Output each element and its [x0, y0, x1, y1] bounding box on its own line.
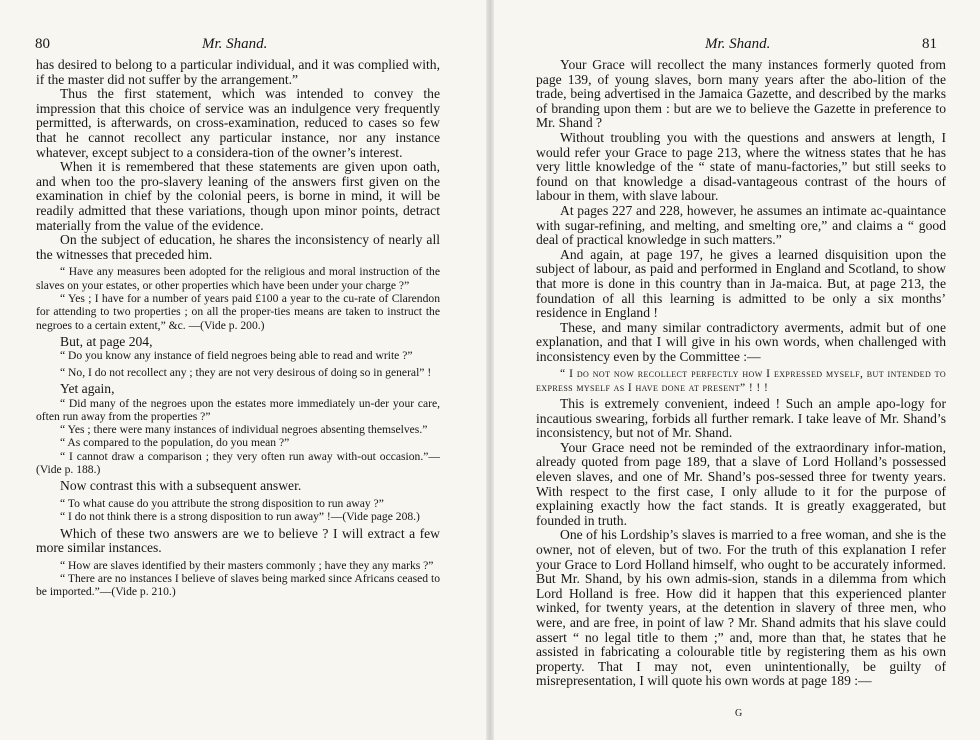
- page-number: 80: [35, 36, 50, 52]
- paragraph: Now contrast this with a subsequent answer.: [60, 478, 302, 494]
- paragraph: Your Grace need not be reminded of the extraordinary infor-mation, already quoted from page 189, that a slave of Lord Holland’s possessed eleven slaves, and one of Mr. Shand’s pos-sessed three for twenty years. With respect to the first case, I only allude to it for the purpose of explaining exactly how the fact stands. It is greatly exaggerated, but founded in truth.: [536, 439, 946, 528]
- text-column: [536, 58, 946, 689]
- quote-paragraph: “ Yes ; there were many instances of individual negroes absenting themselves.”: [60, 423, 428, 437]
- running-head: Mr. Shand.: [705, 36, 771, 52]
- paragraph: On the subject of education, he shares the inconsistency of nearly all the witnesses that preceded him.: [36, 232, 440, 262]
- quote-paragraph: “ Did many of the negroes upon the estates more immediately un-der your care, often run away from the properties ?”: [36, 396, 440, 423]
- text-column: [36, 58, 440, 599]
- quote-paragraph: “ I do not now recollect perfectly how I expressed myself, but intended to express myself as I have done at present” ! ! !: [536, 367, 946, 394]
- quote-paragraph: “ Have any measures been adopted for the religious and moral instruction of the slaves on your estates, or other properties which have been under your charge ?”: [36, 265, 440, 292]
- right-page: [490, 0, 980, 740]
- paragraph: has desired to belong to a particular individual, and it was complied with, if the master did not suffer by the arrangement.”: [36, 57, 440, 87]
- quote-paragraph: “ As compared to the population, do you mean ?”: [60, 436, 290, 450]
- quote-paragraph: “ How are slaves identified by their masters commonly ; have they any marks ?”: [60, 558, 434, 572]
- running-head: Mr. Shand.: [202, 36, 268, 52]
- quote-paragraph: “ Yes ; I have for a number of years paid £100 a year to the cu-rate of Clarendon for attending to two properties ; on all the proper-ties means are taken to instruct the negroes to a certain extent,” &c. —(Vide p. 200.): [36, 291, 440, 332]
- paragraph: Which of these two answers are we to believe ? I will extract a few more similar instances.: [36, 525, 440, 556]
- quote-paragraph: “ I do not think there is a strong disposition to run away” !—(Vide page 208.): [60, 510, 420, 524]
- paragraph: At pages 227 and 228, however, he assumes an intimate ac-quaintance with sugar-refining, and melting, and smelting ore,” and claims a “ good deal of practical knowledge in such matters.”: [536, 202, 946, 248]
- signature-mark: G: [735, 708, 743, 719]
- paragraph: One of his Lordship’s slaves is married to a free woman, and she is the owner, not of eleven, but of two. For the truth of this explanation I refer your Grace to Lord Holland himself, who ought to be accurately informed. But Mr. Shand, by his own admis-sion, stands in a dilemma from which Lord Holland is free. How did it happen that this experienced planter winked, for twenty years, at the detention in slavery of three men, who were, and are free, in point of law ? Mr. Shand admits that his slave could assert “ no legal title to them ;” and, more than that, he states that he assisted in fabricating a colourable title by registering them as his own property. That I may not, even unintentionally, be guilty of misrepresentation, I will quote his own words at page 189 :—: [536, 527, 946, 689]
- paragraph: This is extremely convenient, indeed ! Such an ample apo-logy for incautious swearing, forbids all further remark. I take leave of Mr. Shand’s inconsistency, but not of Mr. Shand.: [536, 396, 946, 441]
- quote-paragraph: “ Do you know any instance of field negroes being able to read and write ?”: [60, 349, 413, 363]
- quote-paragraph: “ To what cause do you attribute the strong disposition to run away ?”: [60, 496, 384, 510]
- paragraph: Without troubling you with the questions and answers at length, I would refer your Grace to page 213, where the witness states that he has very little knowledge of the “ state of manu-factories,” but still seeks to found on that knowledge a disad-vantageous contrast of the hours of labour in them, with slave labour.: [536, 129, 946, 204]
- quote-paragraph: “ There are no instances I believe of slaves being marked since Africans ceased to be imported.”—(Vide p. 210.): [36, 572, 440, 599]
- quote-paragraph: “ No, I do not recollect any ; they are not very desirous of doing so in general” !: [60, 365, 432, 379]
- paragraph: When it is remembered that these statements are given upon oath, and when too the pro-slavery leaning of the answers first given on the examination in chief by the colonial peers, is borne in mind, it will be readily admitted that these variations, though upon minor points, detract materially from the value of the evidence.: [36, 159, 440, 233]
- paragraph: These, and many similar contradictory averments, admit but of one explanation, and that I will give in his own words, when challenged with inconsistency even by the Committee :—: [536, 319, 946, 364]
- paragraph: Yet again,: [60, 380, 115, 396]
- paragraph: And again, at page 197, he gives a learned disquisition upon the subject of labour, as paid and performed in England and Scotland, to show that more is done in this country than in Ja-maica. But, at page 213, the foundation of all this learning is admitted to be only a six months’ residence in England !: [536, 246, 946, 321]
- paragraph: But, at page 204,: [60, 333, 153, 349]
- quote-paragraph: “ I cannot draw a comparison ; they very often run away with-out occasion.”—(Vide p. 188.): [36, 449, 440, 477]
- paragraph: Your Grace will recollect the many instances formerly quoted from page 139, of young slaves, born many years after the abo-lition of the trade, being advertised in the Jamaica Gazette, and described by the marks of branding upon them : but are we to believe the Gazette in preference to Mr. Shand ?: [536, 57, 946, 131]
- paragraph: Thus the first statement, which was intended to convey the impression that this choice of service was an indulgence very frequently permitted, is afterwards, on cross-examination, reduced to cases so few that he cannot recollect any particular instance, nor any instance whatever, except subject to a considera-tion of the owner’s interest.: [36, 86, 440, 160]
- page-number: 81: [922, 36, 937, 52]
